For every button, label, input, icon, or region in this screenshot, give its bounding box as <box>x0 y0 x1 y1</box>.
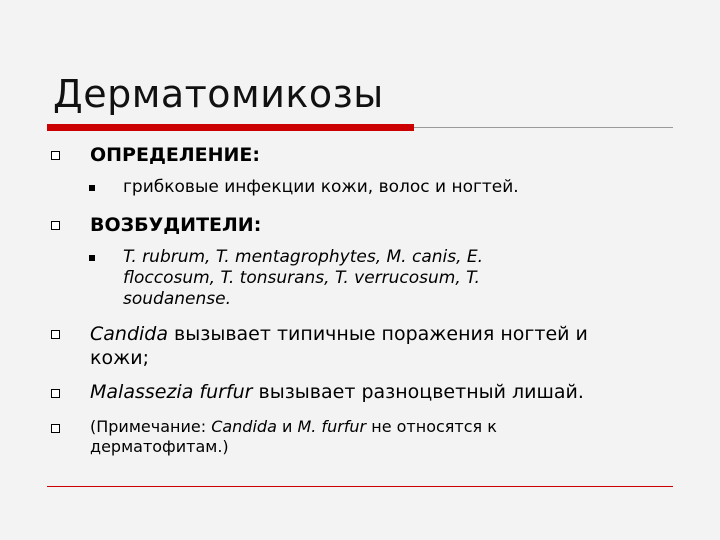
candida-item <box>90 322 650 370</box>
title-accent-bar <box>47 124 414 131</box>
agents-heading: ВОЗБУДИТЕЛИ: <box>90 214 262 236</box>
hollow-square-bullet-icon <box>51 151 60 160</box>
note-part-1: (Примечание: <box>90 417 212 436</box>
note-candida: Candida <box>211 417 277 436</box>
malassezia-text: вызывает разноцветный лишай. <box>252 381 584 403</box>
candida-text-line-2: кожи; <box>90 347 149 369</box>
hollow-square-bullet-icon <box>51 330 60 339</box>
malassezia-item <box>90 380 650 404</box>
hollow-square-bullet-icon <box>51 221 60 230</box>
species-line-2: floccosum, T. tonsurans, T. verrucosum, T. <box>123 268 480 288</box>
note-part-2: и <box>276 417 298 436</box>
note-part-3: не относятся к <box>366 417 497 436</box>
candida-name: Candida <box>90 323 168 345</box>
hollow-square-bullet-icon <box>51 389 60 398</box>
filled-square-bullet-icon <box>89 185 95 191</box>
note-mfurfur: M. furfur <box>297 417 367 436</box>
definition-text: грибковые инфекции кожи, волос и ногтей. <box>123 177 519 197</box>
agents-species-text <box>123 247 593 310</box>
hollow-square-bullet-icon <box>51 424 60 433</box>
note-line-2: дерматофитам.) <box>90 437 229 456</box>
slide-title: Дерматомикозы <box>53 72 384 116</box>
definition-heading: ОПРЕДЕЛЕНИЕ: <box>90 144 260 166</box>
species-line-3: soudanense. <box>123 289 231 309</box>
filled-square-bullet-icon <box>89 255 95 261</box>
malassezia-name: Malassezia furfur <box>90 381 253 403</box>
note-item <box>90 417 650 457</box>
footer-divider-line <box>47 486 673 487</box>
candida-text-line-1: вызывает типичные поражения ногтей и <box>168 323 588 345</box>
species-line-1: T. rubrum, T. mentagrophytes, M. canis, E. <box>123 247 484 267</box>
